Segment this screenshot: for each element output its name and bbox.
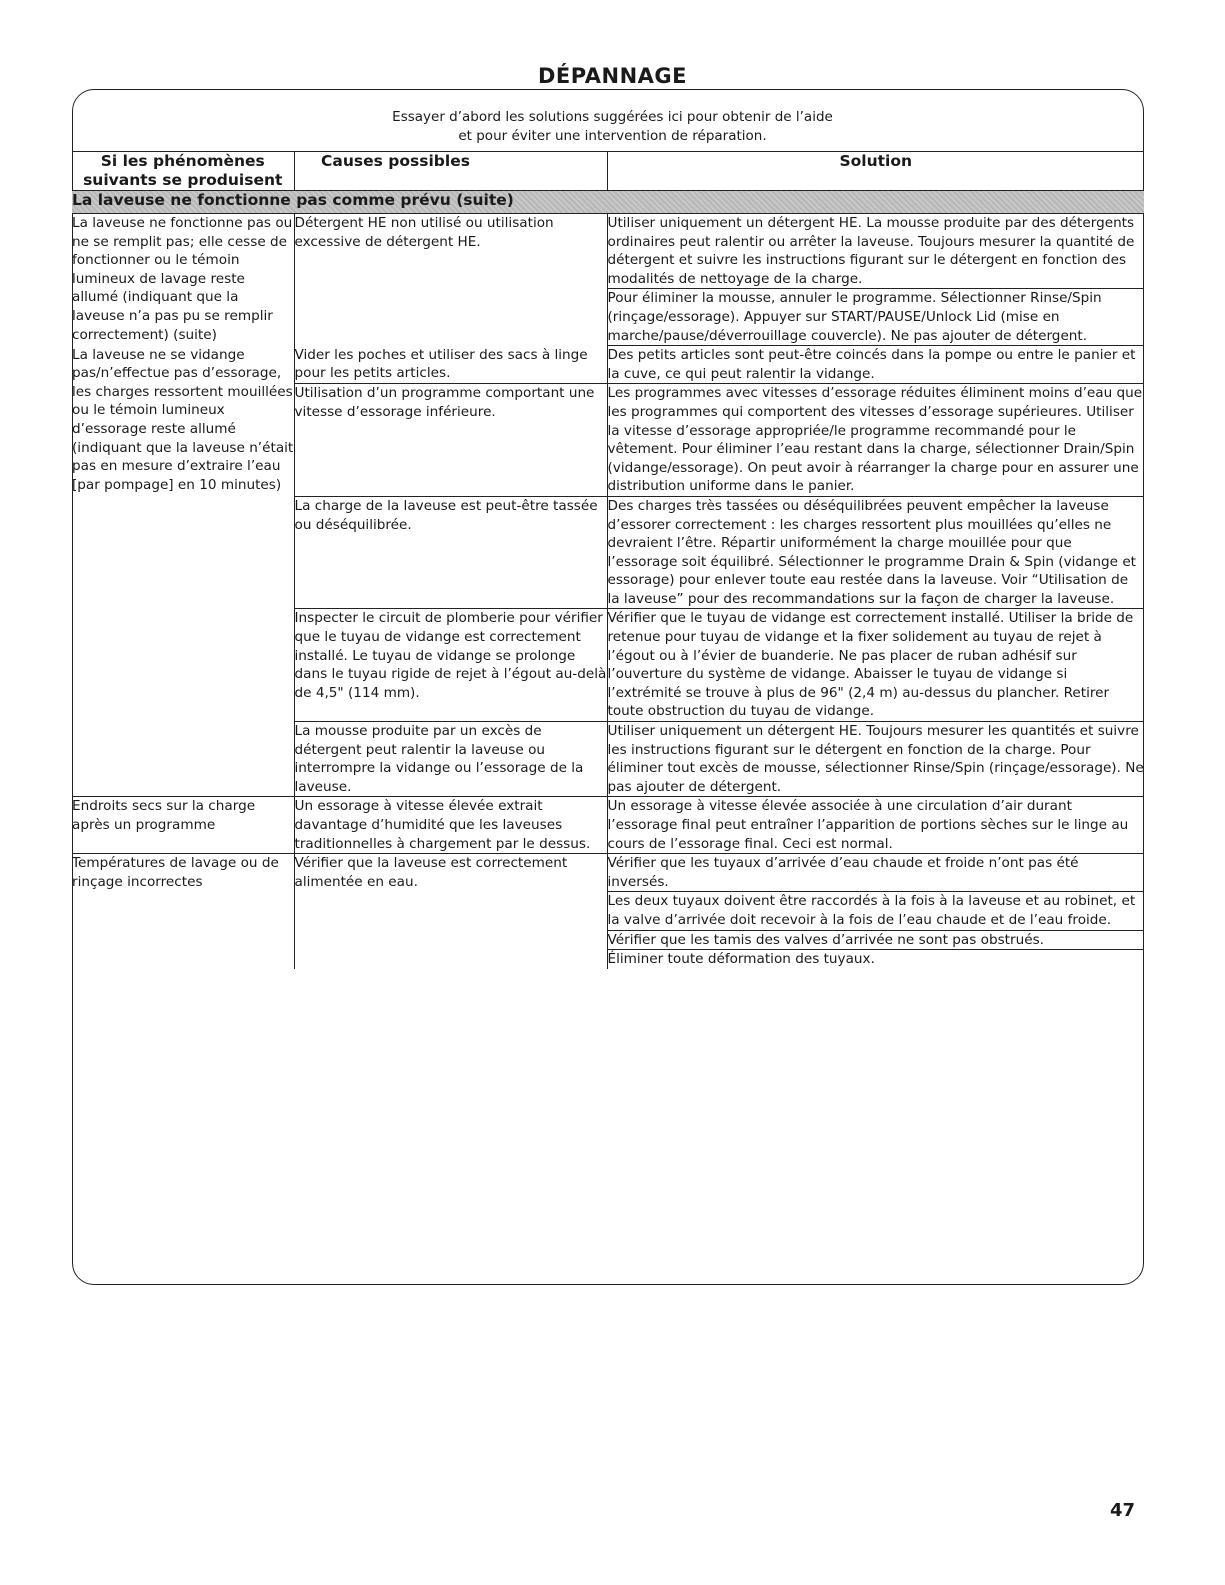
header-row	[72, 152, 1144, 191]
table-row	[72, 214, 1144, 289]
intro-line-1: Essayer d’abord les solutions suggérées ici pour obtenir de l’aide	[392, 109, 833, 125]
cause-cell: Détergent HE non utilisé ou utilisation excessive de détergent HE.	[294, 214, 607, 346]
solution-cell: Les deux tuyaux doivent être raccordés à la fois à la laveuse et au robinet, et la valve d’arrivée doit recevoir à la fois de l’eau chaude et de l’eau froide.	[607, 892, 1144, 930]
solution-cell: Pour éliminer la mousse, annuler le programme. Sélectionner Rinse/Spin (rinçage/essorage). Appuyer sur START/PAUSE/Unlock Lid (mise en marche/pause/déverrouillage couvercle). Ne pas ajouter de détergent.	[607, 289, 1144, 346]
cause-cell: La mousse produite par un excès de détergent peut ralentir la laveuse ou interrompre la vidange ou l’essorage de la laveuse.	[294, 722, 607, 797]
solution-cell: Des charges très tassées ou déséquilibrées peuvent empêcher la laveuse d’essorer correctement : les charges ressortent plus mouillées qu’elles ne devraient l’être. Répartir uniformément la charge mouillée pour que l’essorage soit équilibré. Sélectionner le programme Drain & Spin (vidange et essorage) pour enlever toute eau restée dans la laveuse. Voir “Utilisation de la laveuse” pour des recommandations sur la façon de charger la laveuse.	[607, 496, 1144, 609]
intro-line-2: et pour éviter une intervention de réparation.	[458, 128, 767, 144]
cause-cell: Inspecter le circuit de plomberie pour vérifier que le tuyau de vidange est correctement installé. Le tuyau de vidange se prolonge dans le tuyau rigide de rejet à l’égout au-delà de 4,5" (114 mm).	[294, 609, 607, 722]
troubleshooting-table	[72, 151, 1144, 969]
solution-cell: Des petits articles sont peut-être coincés dans la pompe ou entre le panier et la cuve, ce qui peut ralentir la vidange.	[607, 346, 1144, 384]
solution-cell: Utiliser uniquement un détergent HE. La mousse produite par des détergents ordinaires peut ralentir ou arrêter la laveuse. Toujours mesurer la quantité de détergent et suivre les instructions figurant sur le détergent en fonction des modalités de nettoyage de la charge.	[607, 214, 1144, 289]
intro-text	[0, 108, 1225, 146]
cause-cell: Vider les poches et utiliser des sacs à linge pour les petits articles.	[294, 346, 607, 384]
solution-cell: Vérifier que les tamis des valves d’arrivée ne sont pas obstrués.	[607, 930, 1144, 950]
symptom-cell: Températures de lavage ou de rinçage incorrectes	[72, 854, 294, 969]
cause-cell: Utilisation d’un programme comportant une vitesse d’essorage inférieure.	[294, 384, 607, 497]
section-title: La laveuse ne fonctionne pas comme prévu (suite)	[72, 191, 1144, 214]
header-symptoms: Si les phénomènes suivants se produisent	[72, 152, 294, 191]
section-row	[72, 191, 1144, 214]
header-solution: Solution	[607, 152, 1144, 191]
table-row	[72, 854, 1144, 892]
solution-cell: Vérifier que les tuyaux d’arrivée d’eau chaude et froide n’ont pas été inversés.	[607, 854, 1144, 892]
table-row	[72, 797, 1144, 854]
symptom-cell: La laveuse ne fonctionne pas ou ne se remplit pas; elle cesse de fonctionner ou le témoin lumineux de lavage reste allumé (indiquant que la laveuse n’a pas pu se remplir correctement) (suite)	[72, 214, 294, 346]
symptom-cell: La laveuse ne se vidange pas/n’effectue pas d’essorage, les charges ressortent mouillées ou le témoin lumineux d’essorage reste allumé (indiquant que la laveuse n’était pas en mesure d’extraire l’eau [par pompage] en 10 minutes)	[72, 346, 294, 797]
solution-cell: Les programmes avec vitesses d’essorage réduites éliminent moins d’eau que les programmes qui comportent des vitesses d’essorage supérieures. Utiliser la vitesse d’essorage appropriée/le programme recommandé pour le vêtement. Pour éliminer l’eau restant dans la charge, sélectionner Drain/Spin (vidange/essorage). On peut avoir à réarranger la charge pour en assurer une distribution uniforme dans le panier.	[607, 384, 1144, 497]
table-row	[72, 346, 1144, 384]
symptom-cell: Endroits secs sur la charge après un programme	[72, 797, 294, 854]
solution-cell: Utiliser uniquement un détergent HE. Toujours mesurer les quantités et suivre les instructions figurant sur le détergent en fonction de la charge. Pour éliminer tout excès de mousse, sélectionner Rinse/Spin (rinçage/essorage). Ne pas ajouter de détergent.	[607, 722, 1144, 797]
cause-cell: Vérifier que la laveuse est correctement alimentée en eau.	[294, 854, 607, 969]
solution-cell: Vérifier que le tuyau de vidange est correctement installé. Utiliser la bride de retenue pour tuyau de vidange et la fixer solidement au tuyau de rejet à l’égout ou à l’évier de buanderie. Ne pas placer de ruban adhésif sur l’ouverture du système de vidange. Abaisser le tuyau de vidange si l’extrémité se trouve à plus de 96" (2,4 m) au-dessus du plancher. Retirer toute obstruction du tuyau de vidange.	[607, 609, 1144, 722]
page-number: 47	[1110, 1500, 1136, 1521]
cause-cell: Un essorage à vitesse élevée extrait davantage d’humidité que les laveuses traditionnelles à chargement par le dessus.	[294, 797, 607, 854]
page-title: DÉPANNAGE	[538, 64, 687, 88]
header-causes: Causes possibles	[294, 152, 607, 191]
cause-cell: La charge de la laveuse est peut-être tassée ou déséquilibrée.	[294, 496, 607, 609]
solution-cell: Un essorage à vitesse élevée associée à une circulation d’air durant l’essorage final peut entraîner l’apparition de portions sèches sur le linge au cours de l’essorage final. Ceci est normal.	[607, 797, 1144, 854]
solution-cell: Éliminer toute déformation des tuyaux.	[607, 951, 875, 968]
